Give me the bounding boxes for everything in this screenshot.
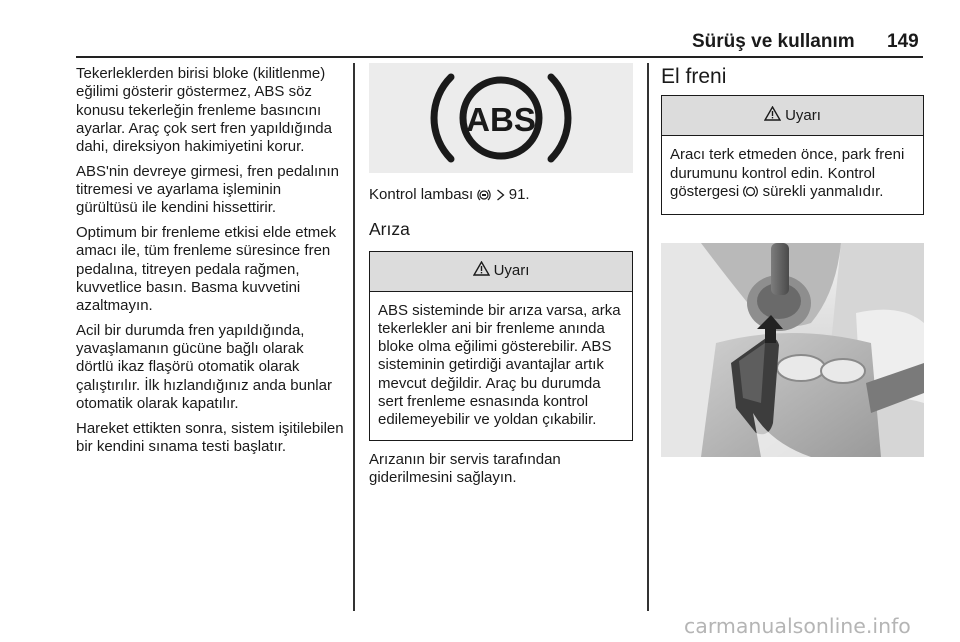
lamp-label: Kontrol lambası bbox=[369, 186, 474, 203]
abs-warning-icon bbox=[425, 69, 577, 167]
warning-header bbox=[370, 252, 632, 292]
column-divider bbox=[353, 63, 355, 611]
warning-title: Uyarı bbox=[785, 106, 821, 124]
section-title: Sürüş ve kullanım bbox=[692, 31, 855, 52]
paragraph: ABS'nin devreye girmesi, fren pedalının titremesi ve ayarlama işleminin gürültüsü ile kendini hissettirir. bbox=[76, 162, 340, 217]
warning-title: Uyarı bbox=[493, 261, 530, 279]
page-header bbox=[0, 0, 960, 56]
warning-text bbox=[662, 136, 923, 214]
warning-header bbox=[662, 96, 923, 136]
abs-small-icon bbox=[477, 188, 491, 206]
parking-brake-heading: El freni bbox=[661, 65, 727, 88]
warning-triangle-icon bbox=[473, 261, 490, 281]
abs-lamp-illustration bbox=[369, 63, 633, 173]
parking-brake-photo bbox=[661, 243, 924, 457]
middle-column bbox=[369, 63, 633, 487]
warning-text: ABS sisteminde bir arıza varsa, arka tekerlekler ani bir frenleme anında bloke olma eğilimi gösterebilir. ABS sisteminin getirdiği avantajlar artık mevcut değildir. Araç bu durumda sert frenleme esnasında kontrol edilemeyebilir ve yoldan çıkabilir. bbox=[378, 301, 621, 429]
column-divider bbox=[647, 63, 649, 611]
fault-heading: Arıza bbox=[369, 219, 410, 240]
paragraph: Optimum bir frenleme etkisi elde etmek amacı ile, tüm frenleme süresince fren pedalına, titreyen pedala rağmen, kuvvetlice basın. Basma kuvvetini azaltmayın. bbox=[76, 223, 337, 315]
page-number: 149 bbox=[887, 31, 919, 52]
paragraph: Tekerleklerden birisi bloke (kilitlenme) eğilimi gösterir göstermez, ABS söz konusu tekerleğin frenleme basıncını ayarlar. Araç çok sert fren yapıldığında dahi, direksiyon hakimiyetini korur. bbox=[76, 65, 332, 156]
abs-symbol-text: ABS bbox=[466, 101, 536, 138]
warning-text-part: Aracı terk etmeden önce, park freni durumunu kontrol edin. Kontrol göstergesi bbox=[670, 146, 905, 200]
warning-text-part: sürekli yanmalıdır. bbox=[762, 182, 884, 200]
warning-box bbox=[369, 251, 633, 441]
lamp-reference bbox=[369, 186, 633, 206]
parking-brake-lamp-icon bbox=[743, 185, 758, 203]
warning-box bbox=[661, 95, 924, 215]
paragraph: Acil bir durumda fren yapıldığında, yavaşlamanın gücüne bağlı olarak dörtlü ikaz flaşörü otomatik olarak çalıştırılır. İlk hızlandığınız anda bunlar otomatik olarak kapatılır. bbox=[76, 321, 332, 412]
warning-triangle-icon bbox=[764, 106, 781, 126]
header-rule bbox=[76, 56, 923, 58]
watermark: carmanualsonline.info bbox=[684, 614, 911, 638]
page-reference: 91. bbox=[508, 186, 530, 203]
page-reference-arrow-icon bbox=[496, 188, 505, 206]
paragraph: Hareket ettikten sonra, sistem işitilebilen bir kendini sınama testi başlatır. bbox=[76, 419, 344, 455]
paragraph: Arızanın bir servis tarafından giderilmesini sağlayın. bbox=[369, 450, 561, 486]
left-column bbox=[76, 65, 344, 462]
right-column bbox=[661, 63, 924, 215]
